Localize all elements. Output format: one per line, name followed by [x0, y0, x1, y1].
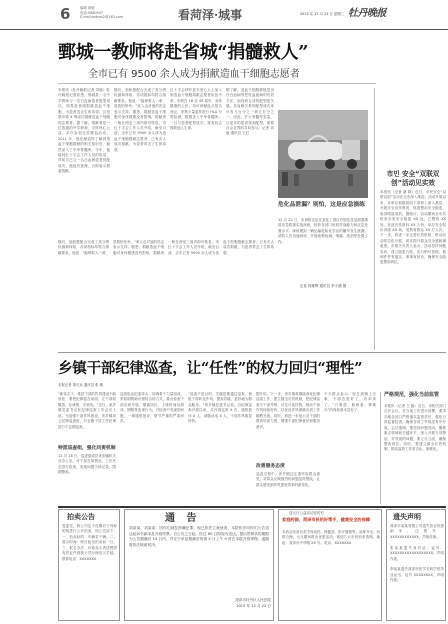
notice-date: 2015 年 12 月 22 日 — [236, 604, 271, 608]
divider — [58, 83, 376, 84]
story2-subheading: 特派巡查组，强化问责机制 — [58, 446, 116, 451]
lost-notice-body: 菏泽市某某有限公司遗失营业执照副本，注册号：XXXXXXXXXXXX，声明作废。 张某某遗失身份证，证号：XXXXXXXXXXXXXXXXXX，声明作废。 李某某遗失菏泽市医学专科学校毕业证书，证号 XXXXXXXX，声明作废。 — [390, 524, 444, 583]
court-notice — [124, 509, 274, 621]
sidebar-headline: 市민 安全“双联双创”活动见实效 — [386, 170, 440, 187]
auction-body: 受委托，我公司定于近期对下列标的物进行公开拍卖，现公告如下：一、拍卖标的：车辆若干辆。二、展示时间：即日起至拍卖前一日。三、报名办法：有意竞买者请携带有效证件到我公司办理竞买手续。联系电话：XXXXXXX — [62, 524, 117, 561]
editor-email: E-mail:mdnet2@163.com — [80, 15, 124, 20]
story2-col5: 不少群众表示，现在到镇上办事，干部态度好了，效率高了，“门难进、脸难看、事难办”的现象基本没有了。 — [324, 392, 376, 413]
divider — [374, 88, 375, 350]
sidebar2-headline: 严格规范，强化当前监管 — [384, 392, 440, 398]
page-number: 6 — [60, 5, 71, 23]
tanker-photo-illustration — [278, 110, 368, 198]
divider — [380, 392, 381, 504]
notice-title: 通 告 — [165, 513, 201, 524]
editor-phone: 电话:5680907 — [80, 10, 104, 15]
pharmacy-ad-banner: 送元旦公益活动宣传栏 — [289, 511, 324, 515]
story1-col1: 本报讯（牡丹晚报记者 刘晓）牡丹晚报记者获悉，鄄城县一名中学教师与一名白血病患者配型成功，即将赴省城捐献造血干细胞，为患者送去生的希望。这是我市第 X 例成功捐献造血干细胞的志愿者。据了解，捐献者是一位普通的中学教师，平时热心公益，多次参加无偿献血活动。2011 年，他在献血时了解到造血干细胞捐献的相关知识后，毅然加入了中华骨髓库。今年，他接到红十字会工作人员的电话，得知自己与一名白血病患者初配成功，他没有犹豫，当即表示愿意捐献。 — [58, 88, 110, 174]
story2-col4b: 巡查过程中，该乡镇还注重听取群众意见，对群众反映强烈的问题及时整改，让群众感受到作风建设带来的新变化。 — [256, 472, 320, 487]
editor-name: 编辑 黄敏 — [80, 6, 95, 10]
lost-notice — [386, 509, 446, 621]
newspaper-logo: 牡丹晚报 — [348, 8, 386, 19]
story2-col2: 巡查组由纪委牵头，抽调骨干力量组成，采取明察暗访相结合的方式，重点检查干部迟到早退、擅离岗位、上班时间玩游戏、网购等违规行为。对检查中发现的问题，一律通报批评，情节严重的严肃问责。 — [120, 392, 184, 424]
section-title: 看菏泽·城事 — [178, 8, 243, 22]
story1-headline: 鄄城一教师将赴省城“捐髓救人” — [58, 42, 309, 63]
story1-col4: 据了解，造血干细胞移植是治疗白血病等恶性血液病的有效方法，而找到合适的配型是关键。非血缘关系的配型成功率只有几百分之一到几万分之一。因此，扩大骨髓库容量，让更多的患者找到配型，需要社会各界的共同参与。记者 刘晓 通讯员 王红 — [226, 88, 274, 136]
story2-col4: 据介绍，下一步，该乡镇将继续深化纪律巡查工作，建立健全长效机制，把纪律巡查与干部考核、评先评优挂钩，推动干部作风持续好转，以优良作风保障各项工作顺利开展。同时，将进一步加大对干部的教育培训力度，增强干部纪律意识和服务意识。 — [256, 392, 320, 429]
story1-subhead: 全市已有 9500 余人成为捐献造血干细胞志愿者 — [88, 69, 300, 80]
photo-caption: 12 月 22 日，市消防支队在某化工园区开展危化品泄漏事故应急救援实战演练，检验各部门协同作战能力和应急处置水平。演练模拟一辆运输危险化学品的罐车发生泄漏，消防人员迅速到场，开展侦察检测、堵漏、洗消等处置工作。 — [278, 218, 368, 244]
story2-col3: “巡查不是目的，关键是要通过巡查，督促干部转变作风，提高效能，更好地为群众服务。”该乡镇纪委书记说。自纪律巡查开展以来，共开展巡查 X 次，通报批评 X 人，诫勉谈话 X 人，干部作风明显好转。 — [188, 392, 252, 424]
story1-col2: 随后，他积极配合完成了高分辨检测和体检，各项指标均符合捐献要求。他说：“能够救人一命，是我的荣幸。”家人也对他的决定表示支持。据悉，捐献造血干细胞对身体健康没有影响，捐献者一般在两至三周内即可恢复。市红十字会工作人员介绍，截至目前，全市已有 9500 余人成为造血干细胞捐献志愿者，已有多人成功捐献，为患者带去了生的希望。 — [114, 88, 166, 152]
photo-credit: 记者 郭雅辉 通讯员 李子涵 摄 — [299, 284, 347, 288]
photo-caption-title: 危化品泄漏？别怕，这是应急演练 — [278, 202, 365, 208]
pharmacy-ad — [278, 509, 382, 621]
story2-col1: “新常态下，基层干部的作风建设不能放松，要把纪律挺在前面，让干部知敬畏、存戒惧、守底线。”近日，某乡镇党委书记在纪律巡查工作会议上说。为加强干部作风建设，该乡镇成立纪律巡查组，对全镇干部工作纪律进行不定期巡查。 — [58, 392, 116, 429]
notice-signature: 菏泽市牡丹区人民法院 — [235, 598, 271, 602]
pharmacy-ad-body: 本药店经营各类中西成药、保健品、医疗器械等，品种齐全，价格合理。元旦期间推出优惠活动，欢迎广大市民前来选购。地址：菏泽市中华路 XX 号。电话：XXXXXXX — [282, 530, 380, 545]
pharmacy-ad-title: 家庭药箱，菏泽市民的好帮手，健康安全的保障 — [282, 517, 370, 522]
story2-subheading-2: 改善服务态度 — [256, 464, 285, 469]
lost-notice-title: 遗失声明 — [393, 513, 421, 521]
story2-byline: 本报记者 周长兵 通讯员 张 敏 — [58, 383, 103, 387]
news-photo — [278, 110, 368, 198]
ads-divider — [58, 506, 446, 508]
auction-title: 拍卖公告 — [67, 513, 95, 521]
auction-ad — [58, 509, 120, 621]
sidebar2-body: 本报讯（记者 王 磊）近日，市相关部门召开会议，对当前工作进行部署，要求各地各部门严格落实监管责任，强化日常监督检查，确保各项工作规范有序开展。会议强调，要坚持问题导向，聚焦重点领域和关键环节，深入开展专项整治，对发现的问题，要立行立改，确保整改到位。同时，要建立健全长效机制，推动监管工作常态化、制度化。 — [384, 404, 446, 452]
story1-col3: 红十字会呼吁更多爱心人士加入到造血干细胞捐献志愿者队伍中来。年龄在 18 至 45 周岁、身体健康的公民，均可到献血点报名登记，采集少量血样进行 HLA 分型检测，数据录入中华骨髓库。一旦与患者配型成功，将有机会挽救他人生命。 — [170, 88, 222, 130]
sidebar-body: 本报讯（记者 谢 晓）近日，市民安全“双联双创”活动在全市深入推进。活动开展以来，各单位积极组织干部职工深入基层，开展安全宣传教育，排查整治安全隐患，取得明显成效。据统计，活动期间全市共排查各类安全隐患 XX 处，已整改 XX 处，发放宣传资料 XX 万份，举办安全知识讲座 XX 场，受教育群众 XX 万人次。下一步，将进一步完善长效机制，推动活动常态化开展，切实提升群众安全感和满意度。市相关负责人表示，活动坚持问题导向，建立隐患台账，实行销号管理，做到件件有落实、事事有回音，确保安全隐患整治到位。 — [380, 190, 446, 265]
story1-continued: 随后，他积极配合完成了高分辨检测和体检，各项指标均符合捐献要求。他说：“能够救人一命，是我的荣幸。”家人也对他的决定表示支持。据悉，捐献造血干细胞对身体健康没有影响，捐献者一般在两至三周内即可恢复。市红十字会工作人员介绍，截至目前，全市已有 9500 余人成为造血干细胞捐献志愿者，已有多人成功捐献，为患者带去了生的希望。 — [58, 240, 274, 255]
issue-date: 2015 年 12 月 23 日 星期三 — [300, 12, 345, 16]
story2-col1b: 12 月 18 日，巡查组成员来到镇机关各办公室，对干部在岗情况、工作状态进行检查，发现问题当场记录，限期整改。 — [58, 454, 116, 475]
divider — [58, 352, 446, 353]
story2-headline: 乡镇干部纪律巡查，让“任性”的权力回归“理性” — [58, 360, 363, 377]
editor-info — [80, 6, 123, 20]
notice-body: 刘某某、刘某某：因你们被控涉嫌犯罪，现已依法立案侦查，本院依法向你们公告送达起诉书副本及开庭传票。自公告之日起，经过 60 日即视为送达。提出答辩状的期限为公告期满后 15 日内，并定于举证期满后的第 X 日上午 9 时在本院开庭审理，逾期将依法缺席判决。 — [129, 526, 269, 548]
page-header — [0, 0, 448, 30]
